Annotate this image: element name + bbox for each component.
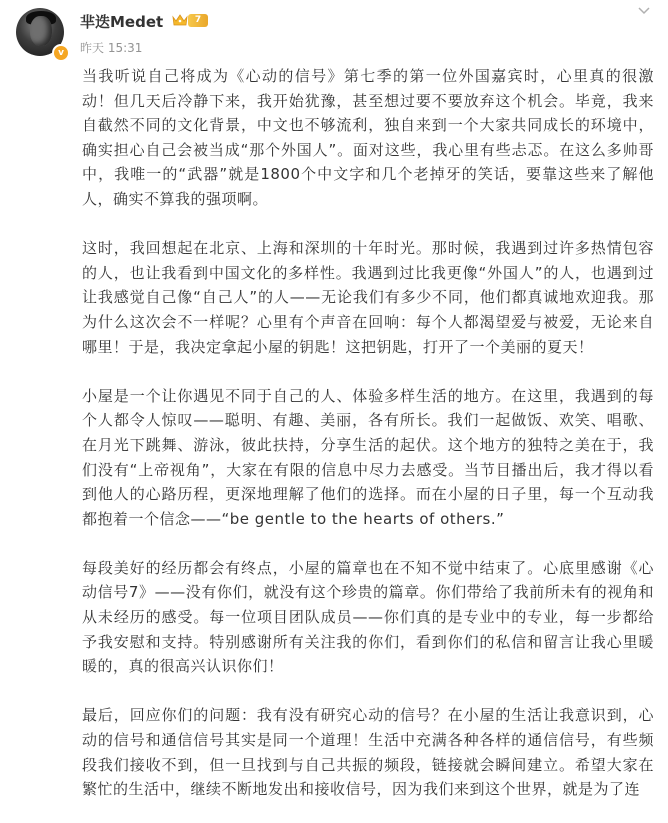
post-header — [0, 0, 668, 70]
post-paragraph: 小屋是一个让你遇见不同于自己的人、体验多样生活的地方。在这里，我遇到的每个人都令人惊叹——聪明、有趣、美丽，各有所长。我们一起做饭、欢笑、唱歌、在月光下跳舞、游泳，彼此扶持，分享生活的起伏。这个地方的独特之美在于，我们没有“上帝视角”，大家在有限的信息中尽力去感受。当节目播出后，我才得以看到他人的心路历程，更深地理解了他们的选择。而在小屋的日子里，每一个互动我都抱着一个信念——“be gentle to the hearts of others.” — [82, 386, 654, 528]
post-paragraph: 当我听说自己将成为《心动的信号》第七季的第一位外国嘉宾时，心里真的很激动！但几天后冷静下来，我开始犹豫，甚至想过要不要放弃这个机会。毕竟，我来自截然不同的文化背景，中文也不够流利，独自来到一个大家共同成长的环境中，确实担心自己会被当成“那个外国人”。面对这些，我心里有些忐忑。在这么多帅哥中，我唯一的“武器”就是1800个中文字和几个老掉牙的笑话，要靠这些来了解他人，确实不算我的强项啊。 — [82, 67, 654, 208]
post-paragraph: 最后，回应你们的问题：我有没有研究心动的信号？在小屋的生活让我意识到，心动的信号和通信信号其实是同一个道理！生活中充满各种各样的通信信号，有些频段我们接收不到，但一旦找到与自己共振的频段，链接就会瞬间建立。希望大家在繁忙的生活中，继续不断地发出和接收信号，因为我们来到这个世界，就是为了连 — [82, 706, 654, 799]
crown-icon — [172, 13, 188, 27]
username[interactable]: 芈迭Medet — [80, 13, 164, 31]
more-options-button[interactable] — [633, 4, 655, 22]
level-badge: 7 — [188, 14, 208, 27]
avatar-face — [30, 16, 52, 46]
post-timestamp[interactable]: 昨天 15:31 — [80, 41, 143, 55]
verified-badge-icon: v — [52, 44, 70, 62]
post-paragraph: 这时，我回想起在北京、上海和深圳的十年时光。那时候，我遇到过许多热情包容的人，也让我看到中国文化的多样性。我遇到过比我更像“外国人”的人，也遇到过让我感觉自己像“自己人”的人——无论我们有多少不同，他们都真诚地欢迎我。那为什么这次会不一样呢？心里有个声音在回响：每个人都渴望爱与被爱，无论来自哪里！于是，我决定拿起小屋的钥匙！这把钥匙，打开了一个美丽的夏天！ — [82, 239, 654, 356]
post-body — [82, 64, 654, 802]
post-paragraph: 每段美好的经历都会有终点，小屋的篇章也在不知不觉中结束了。心底里感谢《心动信号7》——没有你们，就没有这个珍贵的篇章。你们带给了我前所未有的视角和从未经历的感受。每一位项目团队成员——你们真的是专业中的专业，每一步都给予我安慰和支持。特别感谢所有关注我的你们，看到你们的私信和留言让我心里暖暖的，真的很高兴认识你们！ — [82, 558, 654, 676]
chevron-down-icon — [638, 7, 650, 15]
